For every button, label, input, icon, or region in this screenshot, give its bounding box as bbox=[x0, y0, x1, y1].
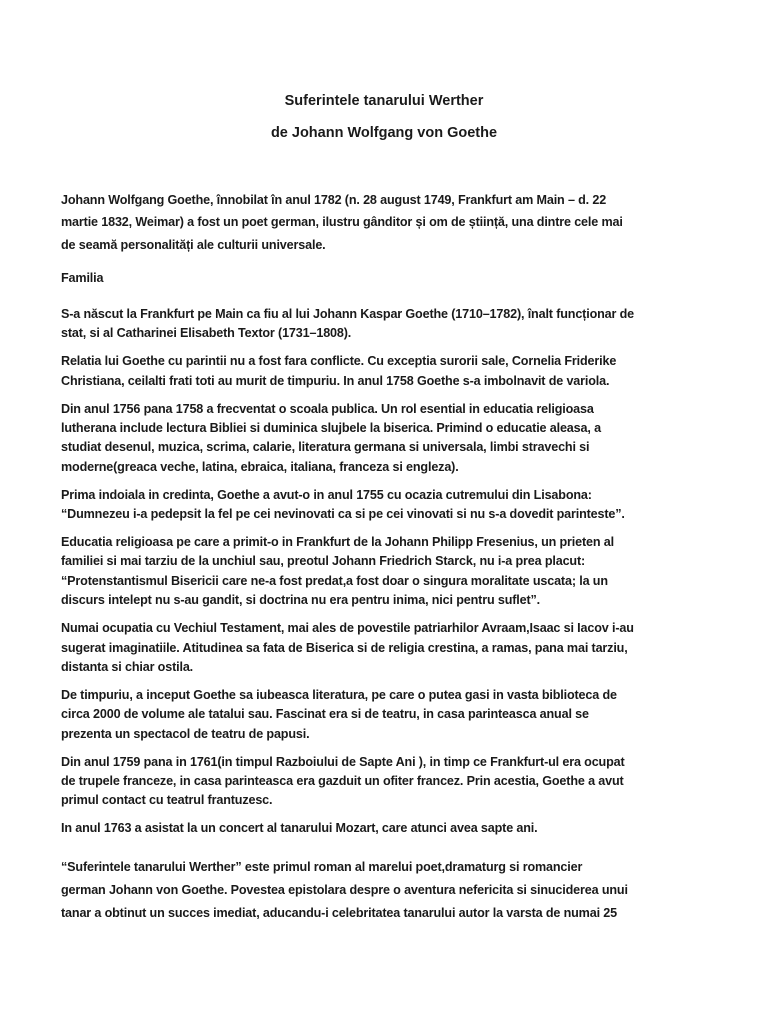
intro-paragraph bbox=[61, 189, 713, 256]
text-line: Prima indoiala in credinta, Goethe a avut-o in anul 1755 cu ocazia cutremului din Lisabona: bbox=[61, 487, 592, 502]
text-line: De timpuriu, a inceput Goethe sa iubeasca literatura, pe care o putea gasi in vasta biblioteca de bbox=[61, 687, 617, 702]
family-section bbox=[61, 305, 713, 847]
text-line: stat, si al Catharinei Elisabeth Textor (1731–1808). bbox=[61, 326, 352, 341]
document-title: Suferintele tanarului Werther bbox=[284, 93, 484, 109]
text-line: Educatia religioasa pe care a primit-o in Frankfurt de la Johann Philipp Fresenius, un prieten al bbox=[61, 535, 614, 550]
paragraph bbox=[61, 305, 713, 344]
text-line: Johann Wolfgang Goethe, înnobilat în anul 1782 (n. 28 august 1749, Frankfurt am Main – d. 22 bbox=[61, 193, 607, 207]
paragraph bbox=[61, 400, 713, 478]
text-line: “Protenstantismul Bisericii care ne-a fost predat,a fost doar o singura moralitate uscata; la un bbox=[61, 573, 608, 588]
text-line: martie 1832, Weimar) a fost un poet german, ilustru gânditor și om de știință, una dintre cele mai bbox=[61, 215, 623, 230]
paragraph bbox=[61, 486, 713, 525]
text-line: discurs intelept nu s-au gandit, si doctrina nu era pentru inima, nici pentru suflet”. bbox=[61, 593, 541, 608]
paragraph bbox=[61, 619, 713, 677]
paragraph bbox=[61, 753, 713, 811]
text-line: S-a născut la Frankfurt pe Main ca fiu al lui Johann Kaspar Goethe (1710–1782), înalt funcționar de bbox=[61, 307, 635, 321]
paragraph bbox=[61, 686, 713, 744]
text-line: primul contact cu teatrul frantuzesc. bbox=[61, 793, 273, 808]
paragraph bbox=[61, 533, 713, 611]
text-line: distanta si chiar ostila. bbox=[61, 660, 194, 674]
text-line: Numai ocupatia cu Vechiul Testament, mai ales de povestile patriarhilor Avraam,Isaac si Iacov i-au bbox=[61, 621, 634, 636]
text-line: prezenta un spectacol de teatru de papusi. bbox=[61, 726, 310, 741]
text-line: studiat desenul, muzica, scrima, calarie, literatura germana si universala, limbi stravechi si bbox=[61, 440, 590, 455]
text-line: german Johann von Goethe. Povestea epistolara despre o aventura nefericita si sinuciderea unui bbox=[61, 883, 628, 897]
text-line: In anul 1763 a asistat la un concert al tanarului Mozart, care atunci avea sapte ani. bbox=[61, 821, 538, 836]
closing-paragraph bbox=[61, 856, 713, 925]
text-line: familiei si mai tarziu de la unchiul sau, preotul Johann Friedrich Starck, nu i-a prea placut: bbox=[61, 554, 586, 569]
text-line: Din anul 1756 pana 1758 a frecventat o scoala publica. Un rol esential in educatia religioasa bbox=[61, 401, 594, 416]
text-line: moderne(greaca veche, latina, ebraica, italiana, franceza si engleza). bbox=[61, 459, 459, 474]
text-line: sugerat imaginatiile. Atitudinea sa fata de Biserica si de religia crestina, a ramas, pana mai tarziu, bbox=[61, 640, 628, 655]
paragraph bbox=[61, 819, 713, 838]
text-line: de seamă personalități ale culturii universale. bbox=[61, 237, 326, 252]
text-line: Din anul 1759 pana in 1761(in timpul Razboiului de Sapte Ani ), in timp ce Frankfurt-ul era ocupat bbox=[61, 754, 625, 769]
text-line: lutherana include lectura Bibliei si duminica slujbele la biserica. Primind o educatie aleasa, a bbox=[61, 421, 601, 436]
text-line: Relatia lui Goethe cu parintii nu a fost fara conflicte. Cu exceptia surorii sale, Cornelia Friderike bbox=[61, 354, 617, 369]
text-line: “Suferintele tanarului Werther” este primul roman al marelui poet,dramaturg si romancier bbox=[61, 860, 583, 874]
paragraph bbox=[61, 352, 713, 391]
section-heading: Familia bbox=[61, 271, 104, 285]
text-line: circa 2000 de volume ale tatalui sau. Fascinat era si de teatru, in casa parinteasca anual se bbox=[61, 707, 589, 722]
document-subtitle: de Johann Wolfgang von Goethe bbox=[270, 125, 498, 141]
text-line: tanar a obtinut un succes imediat, aducandu-i celebritatea tanarului autor la varsta de numai 25 bbox=[61, 906, 617, 920]
text-line: “Dumnezeu i-a pedepsit la fel pe cei nevinovati ca si pe cei vinovati si nu s-a dovedit parinteste”. bbox=[61, 507, 625, 522]
text-line: Christiana, ceilalti frati toti au murit de timpuriu. In anul 1758 Goethe s-a imbolnavit de variola. bbox=[61, 373, 610, 388]
text-line: de trupele franceze, in casa parinteasca era gazduit un ofiter francez. Prin acestia, Goethe a avut bbox=[61, 774, 624, 789]
